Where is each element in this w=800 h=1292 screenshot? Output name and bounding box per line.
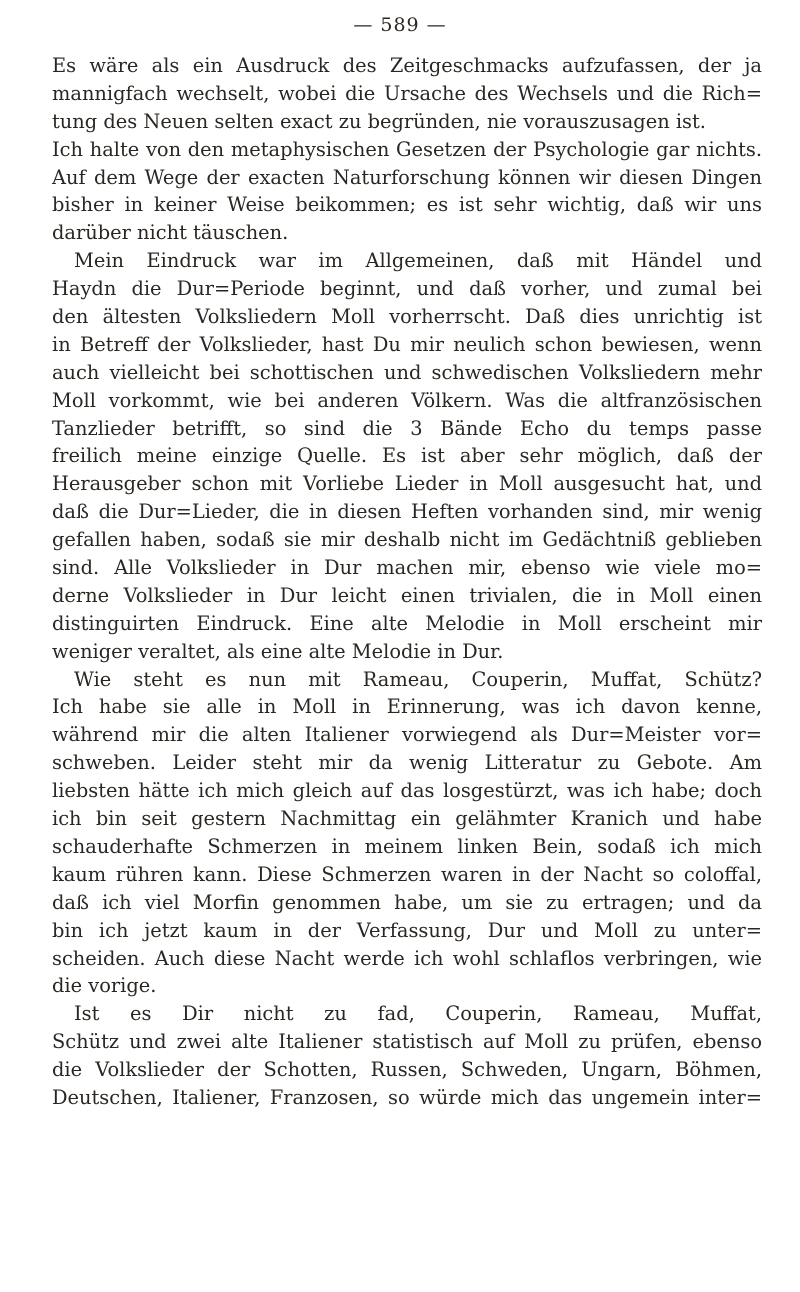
page-number: — 589 —: [353, 14, 447, 36]
text-line: Herausgeber schon mit Vorliebe Lieder in Moll ausgesucht hat, und: [52, 472, 762, 496]
text-line: schauderhafte Schmerzen in meinem linken Bein, sodaß ich mich: [52, 834, 762, 858]
text-line: sind. Alle Volkslieder in Dur machen mir, ebenso wie viele mo=: [52, 556, 762, 580]
text-line: freilich meine einzige Quelle. Es ist aber sehr möglich, daß der: [52, 444, 762, 468]
text-line: bisher in keiner Weise beikommen; es ist sehr wichtig, daß wir uns: [52, 193, 762, 217]
text-line: Mein Eindruck war im Allgemeinen, daß mit Händel und: [74, 249, 762, 273]
text-line: während mir die alten Italiener vorwiegend als Dur=Meister vor=: [52, 723, 762, 747]
text-line: Ich halte von den metaphysischen Gesetzen der Psychologie gar nichts.: [52, 137, 762, 161]
text-line: darüber nicht täuschen.: [52, 221, 289, 245]
text-line: Moll vorkommt, wie bei anderen Völkern. Was die altfranzösischen: [52, 388, 762, 412]
text-line: Tanzlieder betrifft, so sind die 3 Bände Echo du temps passe: [52, 416, 762, 440]
text-line: gefallen haben, sodaß sie mir deshalb nicht im Gedächtniß geblieben: [52, 528, 762, 552]
text-line: Auf dem Wege der exacten Naturforschung können wir diesen Dingen: [52, 165, 762, 189]
body-text: [52, 52, 762, 1112]
text-line: kaum rühren kann. Diese Schmerzen waren in der Nacht so coloffal,: [52, 862, 762, 886]
text-line: in Betreff der Volkslieder, hast Du mir neulich schon bewiesen, wenn: [52, 332, 762, 356]
text-line: derne Volkslieder in Dur leicht einen trivialen, die in Moll einen: [52, 583, 762, 607]
text-line: daß die Dur=Lieder, die in diesen Heften vorhanden sind, mir wenig: [52, 500, 762, 524]
text-line: mannigfach wechselt, wobei die Ursache des Wechsels und die Rich=: [52, 81, 762, 105]
text-line: Schütz und zwei alte Italiener statistisch auf Moll zu prüfen, ebenso: [52, 1030, 762, 1054]
text-line: daß ich viel Morfin genommen habe, um sie zu ertragen; und da: [52, 890, 762, 914]
text-line: weniger veraltet, als eine alte Melodie in Dur.: [52, 639, 504, 663]
text-line: die vorige.: [52, 974, 157, 998]
text-line: Wie steht es nun mit Rameau, Couperin, Muffat, Schütz?: [74, 667, 762, 691]
text-line: den ältesten Volksliedern Moll vorherrscht. Daß dies unrichtig ist: [52, 305, 762, 329]
text-line: distinguirten Eindruck. Eine alte Melodie in Moll erscheint mir: [52, 611, 762, 635]
text-line: auch vielleicht bei schottischen und schwedischen Volksliedern mehr: [52, 360, 762, 384]
text-line: bin ich jetzt kaum in der Verfassung, Dur und Moll zu unter=: [52, 918, 762, 942]
text-line: ich bin seit gestern Nachmittag ein gelähmter Kranich und habe: [52, 807, 762, 831]
text-line: schweben. Leider steht mir da wenig Litteratur zu Gebote. Am: [52, 751, 762, 775]
text-line: die Volkslieder der Schotten, Russen, Schweden, Ungarn, Böhmen,: [52, 1058, 762, 1082]
text-line: liebsten hätte ich mich gleich auf das losgestürzt, was ich habe; doch: [52, 779, 762, 803]
text-line: tung des Neuen selten exact zu begründen, nie vorauszusagen ist.: [52, 109, 706, 133]
text-line: scheiden. Auch diese Nacht werde ich wohl schlaflos verbringen, wie: [52, 946, 762, 970]
text-line: Deutschen, Italiener, Franzosen, so würde mich das ungemein inter=: [52, 1085, 762, 1109]
text-line: Es wäre als ein Ausdruck des Zeitgeschmacks aufzufassen, der ja: [52, 54, 762, 77]
text-line: Haydn die Dur=Periode beginnt, und daß vorher, und zumal bei: [52, 277, 762, 301]
text-line: Ist es Dir nicht zu fad, Couperin, Rameau, Muffat,: [74, 1002, 762, 1026]
text-line: Ich habe sie alle in Moll in Erinnerung, was ich davon kenne,: [52, 695, 762, 719]
